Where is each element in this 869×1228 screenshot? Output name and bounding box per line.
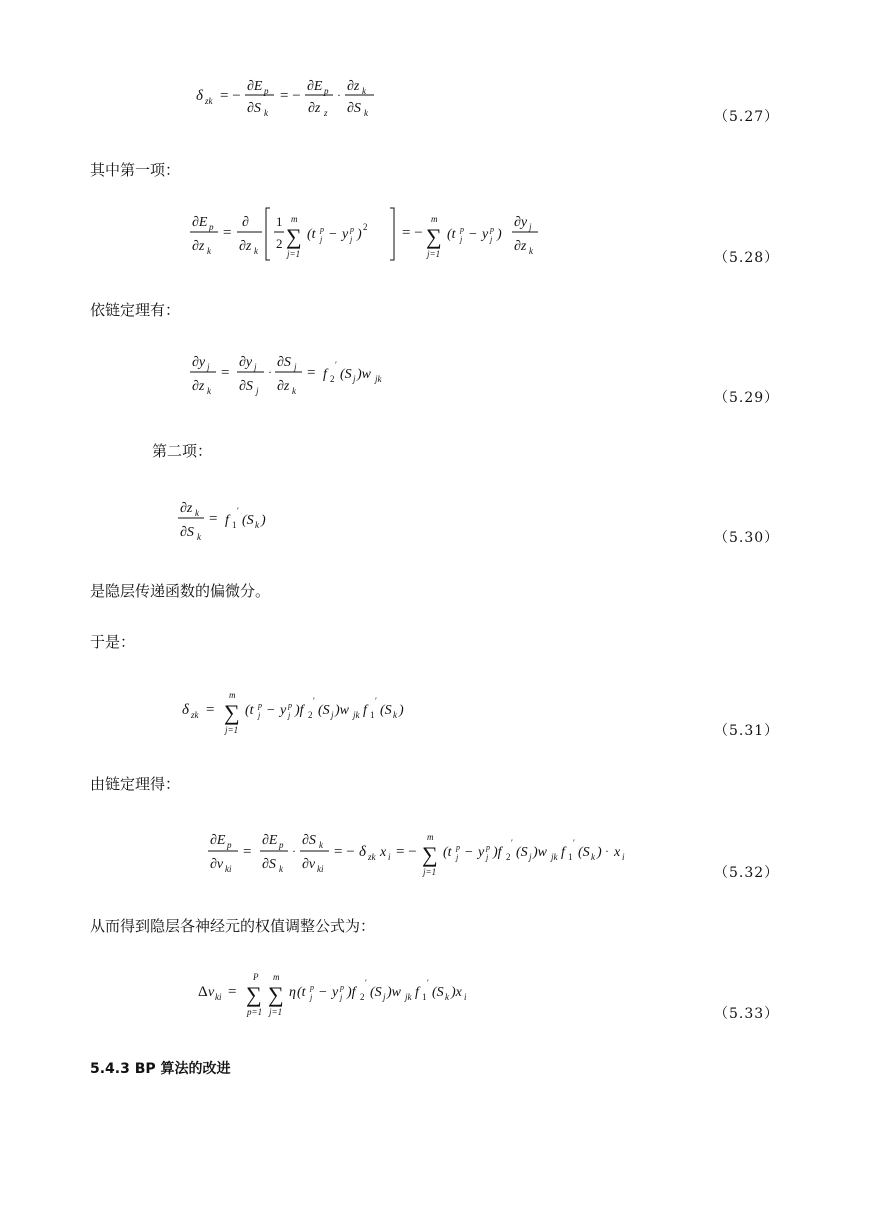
svg-text:(S: (S: [516, 845, 528, 860]
svg-text:∂S: ∂S: [239, 379, 253, 394]
svg-text:−: −: [319, 985, 327, 1000]
svg-text:= −: = −: [280, 88, 301, 104]
svg-text:∑: ∑: [268, 982, 284, 1007]
svg-text:p: p: [209, 222, 214, 232]
svg-text:(S: (S: [432, 985, 444, 1000]
svg-text:∂S: ∂S: [302, 833, 316, 848]
svg-text:′: ′: [427, 978, 429, 988]
svg-text:j: j: [383, 992, 386, 1002]
svg-text:j: j: [350, 235, 353, 244]
svg-text:∂S: ∂S: [180, 525, 194, 540]
svg-text:=: =: [206, 702, 215, 718]
svg-text:∂z: ∂z: [277, 379, 290, 394]
svg-text:k: k: [255, 520, 259, 530]
svg-text:2: 2: [276, 236, 283, 251]
svg-text:(S: (S: [242, 513, 254, 528]
svg-text:∑: ∑: [422, 842, 438, 867]
svg-text:k: k: [591, 852, 595, 862]
svg-text:∂z: ∂z: [192, 239, 205, 254]
svg-text:z: z: [324, 108, 328, 118]
svg-text:)f: )f: [295, 703, 304, 718]
svg-text:y: y: [482, 227, 489, 242]
equation-5-33: [196, 966, 536, 1022]
paragraph-text: 从而得到隐层各神经元的权值调整公式为：: [90, 917, 376, 935]
svg-text:y: y: [342, 227, 349, 242]
svg-text:f: f: [363, 703, 367, 718]
svg-text:′: ′: [365, 978, 367, 988]
svg-text:k: k: [393, 710, 397, 720]
svg-text:k: k: [364, 108, 368, 118]
svg-text:·: ·: [605, 844, 609, 858]
svg-text:= −: = −: [396, 844, 417, 860]
svg-text:i: i: [388, 852, 391, 862]
svg-text:∂S: ∂S: [277, 355, 291, 370]
svg-text:(t: (t: [443, 845, 452, 860]
svg-text:∂z: ∂z: [514, 239, 527, 254]
svg-text:(S: (S: [578, 845, 590, 860]
svg-text:(S: (S: [380, 703, 392, 718]
svg-text:1: 1: [568, 852, 573, 862]
svg-text:i: i: [622, 852, 625, 862]
svg-text:j: j: [310, 993, 313, 1002]
svg-text:)f: )f: [347, 985, 356, 1000]
svg-text:k: k: [362, 86, 366, 96]
svg-text:j: j: [456, 853, 459, 862]
svg-text:−: −: [329, 227, 337, 242]
svg-text:δ: δ: [182, 702, 189, 718]
svg-text:j: j: [288, 711, 291, 720]
equation-number: （5.33）: [714, 1006, 780, 1022]
svg-text:2: 2: [330, 374, 335, 384]
svg-text:∂v: ∂v: [302, 857, 316, 872]
svg-text:·: ·: [337, 88, 341, 102]
svg-text:∑: ∑: [224, 700, 240, 725]
paragraph-text: 第二项：: [152, 442, 213, 460]
equation-number: （5.27）: [714, 109, 780, 125]
svg-text:= −: = −: [334, 844, 355, 860]
svg-text:′: ′: [335, 360, 337, 370]
svg-text:δ: δ: [196, 88, 203, 104]
equation-5-27: [190, 66, 410, 126]
svg-text:)w: )w: [357, 367, 371, 382]
svg-text:∂: ∂: [242, 215, 249, 230]
equation-5-32: [208, 822, 678, 882]
svg-text:j: j: [490, 235, 493, 244]
svg-text:(t: (t: [297, 985, 306, 1000]
svg-text:i: i: [464, 992, 467, 1002]
svg-text:)x: )x: [451, 985, 462, 1000]
svg-text:k: k: [207, 386, 211, 396]
svg-text:k: k: [207, 246, 211, 256]
svg-text:j: j: [256, 386, 259, 396]
svg-text:k: k: [292, 386, 296, 396]
svg-text:′: ′: [237, 506, 239, 516]
svg-text:k: k: [264, 108, 268, 118]
svg-text:x: x: [380, 845, 387, 860]
svg-text:f: f: [561, 845, 565, 860]
svg-text:p=1: p=1: [247, 1007, 263, 1017]
svg-text:j=1: j=1: [423, 867, 437, 877]
svg-text:jk: jk: [353, 710, 360, 720]
svg-text:j=1: j=1: [287, 249, 301, 259]
svg-text:(S: (S: [370, 985, 382, 1000]
svg-text:)f: )f: [493, 845, 502, 860]
svg-text:∂E: ∂E: [192, 215, 208, 230]
svg-text:=: =: [307, 365, 316, 381]
svg-text:): ): [597, 845, 602, 860]
svg-text:j: j: [340, 993, 343, 1002]
svg-text:p: p: [456, 843, 460, 852]
svg-text:y: y: [332, 985, 339, 1000]
svg-text:(S: (S: [340, 367, 352, 382]
svg-text:zk: zk: [368, 852, 376, 862]
svg-text:η: η: [289, 985, 296, 1000]
svg-text:j: j: [258, 711, 261, 720]
svg-text:)w: )w: [335, 703, 349, 718]
svg-text:−: −: [267, 703, 275, 718]
svg-text:p: p: [258, 701, 262, 710]
svg-text:m: m: [273, 972, 280, 982]
svg-text:k: k: [445, 992, 449, 1002]
svg-text:x: x: [614, 845, 621, 860]
svg-text:∂y: ∂y: [239, 355, 253, 370]
svg-text:−: −: [469, 227, 477, 242]
svg-text:∂z: ∂z: [180, 501, 193, 516]
svg-text:k: k: [529, 246, 533, 256]
svg-text:f: f: [415, 985, 419, 1000]
svg-text:j=1: j=1: [225, 725, 239, 735]
svg-text:∂y: ∂y: [514, 215, 528, 230]
svg-text:∑: ∑: [286, 224, 302, 249]
svg-text:∂z: ∂z: [308, 101, 321, 116]
svg-text:=: =: [223, 225, 232, 241]
svg-text:jk: jk: [551, 852, 558, 862]
equation-number: （5.28）: [714, 250, 780, 266]
equation-5-31: [182, 684, 462, 740]
paragraph-text: 依链定理有：: [90, 301, 181, 319]
svg-text:∂S: ∂S: [347, 101, 361, 116]
svg-text:): ): [497, 227, 502, 242]
svg-text:′: ′: [313, 696, 315, 706]
svg-text:k: k: [197, 532, 201, 542]
svg-text:∂y: ∂y: [192, 355, 206, 370]
svg-text:ki: ki: [215, 992, 222, 1002]
svg-text:·: ·: [268, 365, 272, 379]
svg-text:1: 1: [422, 992, 427, 1002]
svg-text:f: f: [225, 513, 229, 528]
svg-text:∑: ∑: [246, 982, 262, 1007]
svg-text:∂E: ∂E: [262, 833, 278, 848]
svg-text:′: ′: [573, 838, 575, 848]
svg-text:′: ′: [375, 696, 377, 706]
svg-text:P: P: [253, 972, 259, 982]
svg-text:j: j: [353, 374, 356, 384]
svg-text:)w: )w: [387, 985, 401, 1000]
svg-text:p: p: [486, 843, 490, 852]
svg-text:m: m: [431, 214, 438, 224]
svg-text:m: m: [427, 832, 434, 842]
svg-text:zk: zk: [205, 96, 213, 106]
svg-text:p: p: [320, 225, 324, 234]
svg-text:(t: (t: [447, 227, 456, 242]
paragraph-text: 于是：: [90, 633, 136, 651]
svg-text:): ): [399, 703, 404, 718]
svg-text:): ): [261, 513, 266, 528]
svg-text:2: 2: [506, 852, 511, 862]
svg-text:∂z: ∂z: [347, 79, 360, 94]
svg-text:2: 2: [308, 710, 313, 720]
svg-text:j: j: [207, 362, 210, 372]
svg-text:m: m: [229, 690, 236, 700]
svg-text:k: k: [319, 840, 323, 850]
svg-text:·: ·: [292, 844, 296, 858]
svg-text:j: j: [529, 222, 532, 232]
svg-text:k: k: [195, 508, 199, 518]
svg-text:=: =: [228, 984, 237, 1000]
equation-5-30: [178, 490, 308, 550]
svg-text:δ: δ: [359, 844, 366, 860]
svg-text:Δ: Δ: [198, 984, 208, 1000]
svg-text:ki: ki: [317, 864, 324, 874]
svg-text:p: p: [227, 840, 232, 850]
svg-text:j: j: [254, 362, 257, 372]
section-heading: 5.4.3 BP 算法的改进: [90, 1061, 231, 1077]
svg-text:j: j: [529, 852, 532, 862]
equation-5-28: [190, 200, 570, 272]
svg-text:jk: jk: [405, 992, 412, 1002]
svg-text:=: =: [243, 844, 252, 860]
svg-text:(t: (t: [307, 227, 316, 242]
svg-text:−: −: [465, 845, 473, 860]
svg-text:j: j: [460, 235, 463, 244]
svg-text:j=1: j=1: [269, 1007, 283, 1017]
svg-text:p: p: [350, 225, 354, 234]
equation-number: （5.32）: [714, 865, 780, 881]
svg-text:)w: )w: [533, 845, 547, 860]
svg-text:∂E: ∂E: [307, 79, 323, 94]
svg-text:p: p: [490, 225, 494, 234]
svg-text:j: j: [294, 362, 297, 372]
svg-text:(t: (t: [245, 703, 254, 718]
svg-text:p: p: [460, 225, 464, 234]
svg-text:∂z: ∂z: [239, 239, 252, 254]
svg-text:): ): [357, 227, 362, 242]
svg-text:∂z: ∂z: [192, 379, 205, 394]
equation-number: （5.29）: [714, 390, 780, 406]
svg-text:= −: = −: [402, 225, 423, 241]
svg-text:p: p: [279, 840, 284, 850]
svg-text:v: v: [208, 985, 215, 1000]
svg-text:1: 1: [370, 710, 375, 720]
svg-text:2: 2: [360, 992, 365, 1002]
svg-text:p: p: [324, 86, 329, 96]
svg-text:p: p: [288, 701, 292, 710]
svg-text:jk: jk: [375, 374, 382, 384]
svg-text:p: p: [310, 983, 314, 992]
svg-text:f: f: [323, 367, 327, 382]
svg-text:j: j: [320, 235, 323, 244]
svg-text:j: j: [331, 710, 334, 720]
svg-text:∂v: ∂v: [210, 857, 224, 872]
svg-text:=: =: [209, 511, 218, 527]
svg-text:j: j: [486, 853, 489, 862]
svg-text:′: ′: [511, 838, 513, 848]
svg-text:∂E: ∂E: [247, 79, 263, 94]
svg-text:p: p: [264, 86, 269, 96]
svg-text:∂E: ∂E: [210, 833, 226, 848]
svg-text:(S: (S: [318, 703, 330, 718]
paragraph-text: 其中第一项：: [90, 161, 181, 179]
svg-text:1: 1: [232, 520, 237, 530]
paragraph-text: 是隐层传递函数的偏微分。: [90, 582, 271, 600]
svg-text:1: 1: [276, 214, 283, 229]
equation-5-29: [190, 342, 430, 402]
equation-number: （5.31）: [714, 723, 780, 739]
svg-text:y: y: [280, 703, 287, 718]
svg-text:k: k: [279, 864, 283, 874]
svg-text:∂S: ∂S: [262, 857, 276, 872]
equation-number: （5.30）: [714, 530, 780, 546]
svg-text:2: 2: [363, 222, 368, 232]
svg-text:∂S: ∂S: [247, 101, 261, 116]
svg-text:= −: = −: [220, 88, 241, 104]
paragraph-text: 由链定理得：: [90, 775, 181, 793]
svg-text:ki: ki: [225, 864, 232, 874]
svg-text:y: y: [478, 845, 485, 860]
svg-text:=: =: [221, 365, 230, 381]
svg-text:∑: ∑: [426, 224, 442, 249]
svg-text:zk: zk: [191, 710, 199, 720]
svg-text:m: m: [291, 214, 298, 224]
svg-text:p: p: [340, 983, 344, 992]
svg-text:k: k: [254, 246, 258, 256]
svg-text:j=1: j=1: [427, 249, 441, 259]
